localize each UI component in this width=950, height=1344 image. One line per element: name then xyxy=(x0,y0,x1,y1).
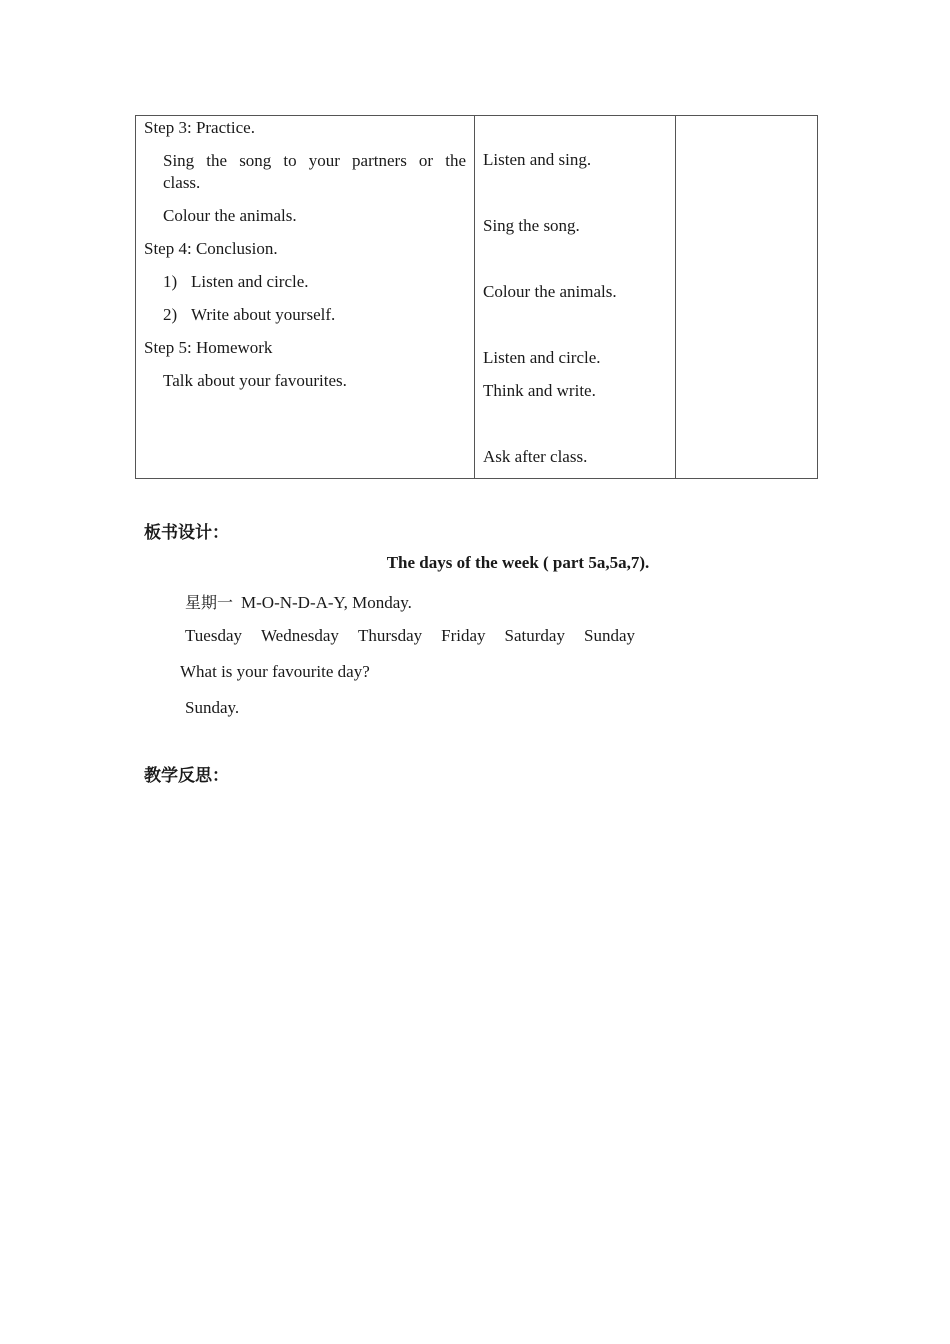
step5-item: Talk about your favourites. xyxy=(163,371,347,390)
day-friday: Friday xyxy=(441,626,486,645)
step4-item-2 xyxy=(163,305,335,325)
step4-title: Step 4: Conclusion. xyxy=(144,239,278,258)
day-saturday: Saturday xyxy=(504,626,565,645)
step3-item1-line1: Sing the song to your partners or the xyxy=(163,151,466,170)
monday-spelling: M-O-N-D-A-Y, Monday. xyxy=(241,593,412,612)
day-wednesday: Wednesday xyxy=(261,626,339,645)
student-activity-4: Listen and circle. xyxy=(483,348,601,367)
day-thursday: Thursday xyxy=(357,626,423,645)
step4-item-1-number: 1) xyxy=(163,272,178,291)
favourite-question: What is your favourite day? xyxy=(180,662,370,681)
teacher-activities-cell xyxy=(136,116,475,479)
step3-item1-line2: class. xyxy=(163,173,201,192)
student-activity-6: Ask after class. xyxy=(483,447,588,466)
days-line xyxy=(185,626,654,646)
day-sunday: Sunday xyxy=(583,626,635,645)
step4-item-2-number: 2) xyxy=(163,305,178,324)
monday-chinese: 星期一 xyxy=(185,593,234,612)
step3-item2: Colour the animals. xyxy=(163,206,297,225)
board-design-heading: 板书设计： xyxy=(144,523,229,543)
lesson-steps-table xyxy=(135,115,818,479)
day-tuesday: Tuesday xyxy=(185,626,242,645)
favourite-answer: Sunday. xyxy=(185,698,240,717)
monday-line xyxy=(185,590,412,613)
board-title: The days of the week ( part 5a,5a,7). xyxy=(386,553,650,572)
step4-item-1 xyxy=(163,272,309,292)
student-activity-3: Colour the animals. xyxy=(483,282,617,301)
student-activity-2: Sing the song. xyxy=(483,216,580,235)
step4-item-1-text: Listen and circle. xyxy=(191,272,309,291)
step3-title: Step 3: Practice. xyxy=(144,118,255,137)
student-activity-1: Listen and sing. xyxy=(483,150,592,169)
student-activities-cell xyxy=(475,116,676,479)
reflection-heading: 教学反思： xyxy=(144,766,229,786)
step5-title: Step 5: Homework xyxy=(144,338,273,357)
notes-cell xyxy=(676,116,818,479)
step4-item-2-text: Write about yourself. xyxy=(191,305,336,324)
student-activity-5: Think and write. xyxy=(483,381,596,400)
